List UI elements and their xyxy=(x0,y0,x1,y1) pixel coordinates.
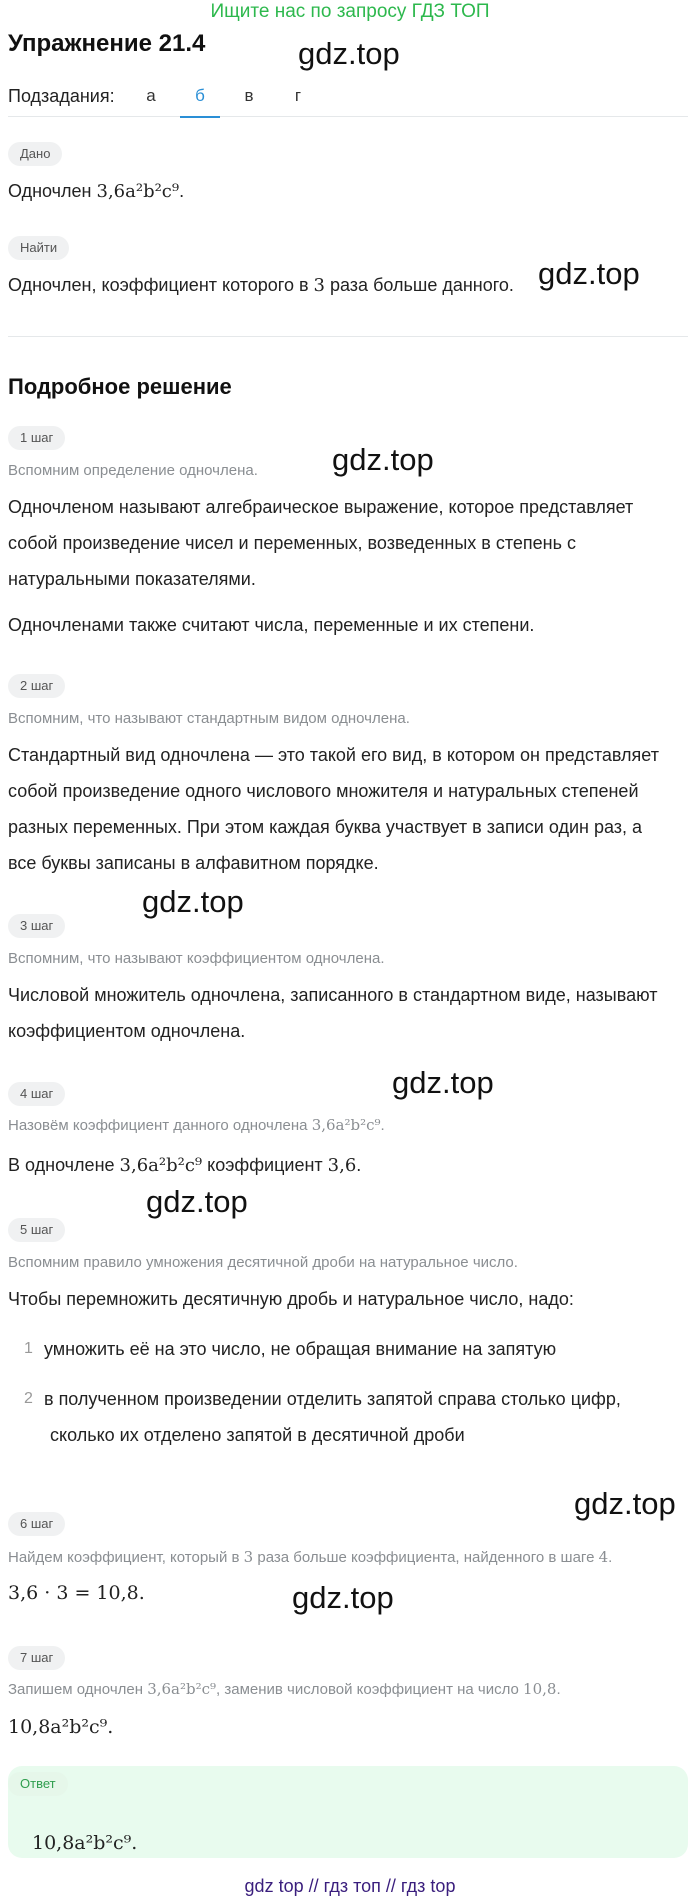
step-text: собой произведение чисел и переменных, возведенных в степень с xyxy=(8,533,576,553)
tab-g[interactable]: г xyxy=(294,86,302,105)
list-item: сколько их отделено запятой в десятичной дроби xyxy=(50,1425,465,1445)
list-item: умножить её на это число, не обращая внимание на запятую xyxy=(44,1339,557,1359)
divider xyxy=(8,336,688,337)
search-banner: Ищите нас по запросу ГДЗ ТОП xyxy=(210,1,490,22)
watermark: gdz.top xyxy=(392,1065,494,1100)
list-item: в полученном произведении отделить запятой справа столько цифр, xyxy=(44,1389,621,1409)
solution-heading: Подробное решение xyxy=(8,374,232,399)
step-badge: 5 шаг xyxy=(8,1218,65,1242)
watermark: gdz.top xyxy=(142,884,244,919)
step-text: коэффициентом одночлена. xyxy=(8,1021,246,1041)
step-badge: 7 шаг xyxy=(8,1646,65,1670)
step-hint: Найдем коэффициент, который в 3 раза больше коэффициента, найденного в шаге 4. xyxy=(8,1548,613,1566)
page-title: Упражнение 21.4 xyxy=(8,30,206,57)
step-badge: 2 шаг xyxy=(8,674,65,698)
step-formula: 10,8a²b²c⁹. xyxy=(8,1716,114,1738)
step-badge: 4 шаг xyxy=(8,1082,65,1106)
step-badge: 1 шаг xyxy=(8,426,65,450)
given-monomial: 3,6a²b²c⁹ xyxy=(96,181,180,202)
find-text: Одночлен, коэффициент которого в 3 раза больше данного. xyxy=(8,275,514,296)
step-hint: Вспомним определение одночлена. xyxy=(8,462,258,479)
given-badge: Дано xyxy=(8,142,62,166)
step-text: все буквы записаны в алфавитном порядке. xyxy=(8,853,379,873)
step-hint: Вспомним, что называют стандартным видом одночлена. xyxy=(8,710,410,727)
step-text: В одночлене 3,6a²b²c⁹ коэффициент 3,6. xyxy=(8,1155,362,1176)
step-badge: 3 шаг xyxy=(8,914,65,938)
step-hint: Вспомним, что называют коэффициентом одночлена. xyxy=(8,950,385,967)
given-text: Одночлен 3,6a²b²c⁹. xyxy=(8,181,185,202)
step-text: Стандартный вид одночлена — это такой его вид, в котором он представляет xyxy=(8,745,659,765)
list-number: 2 xyxy=(24,1390,33,1407)
watermark: gdz.top xyxy=(332,442,434,477)
list-number: 1 xyxy=(24,1340,33,1357)
step-text: натуральными показателями. xyxy=(8,569,256,589)
step-hint: Назовём коэффициент данного одночлена 3,6a²b²c⁹. xyxy=(8,1116,385,1134)
watermark: gdz.top xyxy=(146,1184,248,1219)
step-text: Одночленом называют алгебраическое выражение, которое представляет xyxy=(8,497,634,517)
watermark: gdz.top xyxy=(292,1580,394,1615)
answer-formula: 10,8a²b²c⁹. xyxy=(32,1832,138,1854)
watermark: gdz.top xyxy=(574,1486,676,1521)
watermark: gdz.top xyxy=(298,36,400,71)
find-badge: Найти xyxy=(8,236,69,260)
subtasks-bar xyxy=(8,82,688,117)
step-hint: Запишем одночлен 3,6a²b²c⁹, заменив числовой коэффициент на число 10,8. xyxy=(8,1680,561,1698)
tab-a[interactable]: а xyxy=(146,86,156,105)
subtasks-label: Подзадания: xyxy=(8,86,115,106)
tab-b[interactable]: б xyxy=(180,86,220,118)
step-text: разных переменных. При этом каждая буква участвует в записи один раз, а xyxy=(8,817,643,837)
step-text: собой произведение одного числового множителя и натуральных степеней xyxy=(8,781,639,801)
watermark: gdz.top xyxy=(538,256,640,291)
footer-links: gdz top // гдз топ // гдз top xyxy=(244,1876,456,1896)
tab-v[interactable]: в xyxy=(244,86,254,105)
answer-badge: Ответ xyxy=(8,1772,68,1796)
step-formula: 3,6 · 3 = 10,8. xyxy=(8,1582,145,1604)
step-text: Числовой множитель одночлена, записанного в стандартном виде, называют xyxy=(8,985,658,1005)
step-badge: 6 шаг xyxy=(8,1512,65,1536)
step-text: Одночленами также считают числа, переменные и их степени. xyxy=(8,615,535,635)
step-hint: Вспомним правило умножения десятичной дроби на натуральное число. xyxy=(8,1254,518,1271)
step-text: Чтобы перемножить десятичную дробь и натуральное число, надо: xyxy=(8,1289,574,1309)
